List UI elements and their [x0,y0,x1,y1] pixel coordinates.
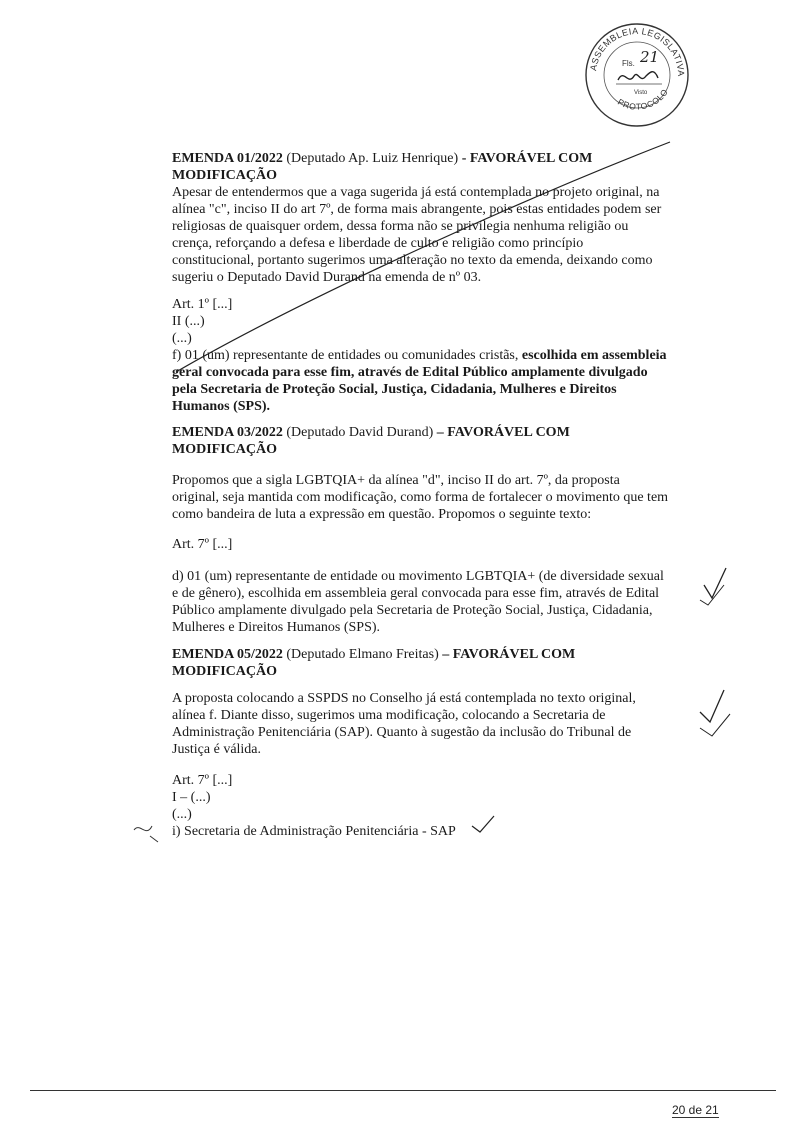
proposal-line: (...) [172,331,192,346]
svg-text:ASSEMBLEIA LEGISLATIVA DO CEAR: ASSEMBLEIA LEGISLATIVA [588,25,687,77]
body-line: A proposta colocando a SSPDS no Conselho já está contemplada no texto original, [172,691,636,706]
amendment-01 [172,150,678,286]
amendment-01-heading [172,150,678,184]
amendment-verdict-cont: MODIFICAÇÃO [172,664,277,679]
body-line: alínea "c", inciso II do art 7º, de forma mais abrangente, pois estas entidades podem ser [172,202,662,217]
amendment-03-proposal-item [172,568,678,636]
check-mark-icon [700,690,724,722]
body-line: constitucional, portanto sugerimos uma alteração no texto da emenda, deixando como [172,253,653,268]
proposal-item-line [172,347,678,364]
proposal-line: I – (...) [172,790,211,805]
body-line: como bandeira de luta a expressão em questão. Propomos o seguinte texto: [172,507,592,522]
proposal-item-line: Público amplamente divulgado pela Secretaria de Proteção Social, Justiça, Cidadania, [172,603,653,618]
protocol-stamp [582,20,692,130]
amendment-author: (Deputado Elmano Freitas) [286,647,439,662]
amendment-01-body [172,184,678,286]
body-line: original, seja mantida com modificação, como forma de fortalecer o movimento que tem [172,490,669,505]
amendment-verdict-cont: MODIFICAÇÃO [172,168,277,183]
proposal-item-bold: pela Secretaria de Proteção Social, Justiça, Cidadania, Mulheres e Direitos [172,382,617,397]
body-line: crença, reforçando a defesa e liberdade de culto e religião como princípio [172,236,584,251]
proposal-item-text: f) 01 (um) representante de entidades ou comunidades cristãs, [172,348,522,363]
proposal-item-bold: geral convocada para esse fim, através de Edital Público amplamente divulgado [172,365,648,380]
proposal-item-bold: Humanos (SPS). [172,399,271,414]
proposal-line: Art. 7º [...] [172,537,233,552]
amendment-author: (Deputado Ap. Luiz Henrique) [286,151,459,166]
body-line: Justiça é válida. [172,742,262,757]
body-line: sugeriu o Deputado David Durand na emenda de nº 03. [172,270,482,285]
amendment-author: (Deputado David Durand) [286,425,434,440]
body-line: religiosas de quaisquer ordem, dessa forma não se privilegia nenhuma religião ou [172,219,629,234]
footer-rule [30,1090,776,1091]
check-mark-icon [700,714,730,736]
proposal-line: i) Secretaria de Administração Penitenciária - SAP [172,824,456,839]
stamp-folha-label: Fls. [622,59,635,68]
amendment-03-heading [172,424,678,458]
amendment-05 [172,646,678,680]
svg-text:PROTOCOLO: PROTOCOLO [616,86,671,112]
body-line: Apesar de entendermos que a vaga sugerida já está contemplada no projeto original, na [172,185,660,200]
proposal-line: II (...) [172,314,205,329]
amendment-01-proposal [172,296,678,415]
proposal-line: Art. 1º [...] [172,297,233,312]
amendment-code: EMENDA 01/2022 [172,151,283,166]
proposal-line: Art. 7º [...] [172,773,233,788]
check-mark-icon [700,585,724,605]
amendment-verdict-cont: MODIFICAÇÃO [172,442,277,457]
amendment-05-body [172,690,678,758]
amendment-05-heading [172,646,678,680]
body-line: alínea f. Diante disso, sugerimos uma modificação, colocando a Secretaria de [172,708,606,723]
amendment-03 [172,424,678,458]
proposal-item-line: d) 01 (um) representante de entidade ou movimento LGBTQIA+ (de diversidade sexual [172,569,664,584]
proposal-item-bold: escolhida em assembleia [521,348,667,363]
amendment-verdict: - FAVORÁVEL COM [461,151,593,166]
body-line: Administração Penitenciária (SAP). Quanto à sugestão da inclusão do Tribunal de [172,725,632,740]
amendment-code: EMENDA 05/2022 [172,647,283,662]
stamp-folha-number: 21 [640,48,660,66]
proposal-item-line: e de gênero), escolhida em assembleia geral convocada para esse fim, através de Edital [172,586,660,601]
amendment-05-proposal [172,772,678,840]
amendment-03-body [172,472,678,523]
amendment-03-proposal [172,536,678,553]
stamp-seal-icon [582,20,692,130]
check-mark-icon [704,568,726,598]
proposal-line: (...) [172,807,192,822]
page-number: 20 de 21 [672,1103,719,1117]
body-line: Propomos que a sigla LGBTQIA+ da alínea "d", inciso II do art. 7º, da proposta [172,473,620,488]
amendment-verdict: – FAVORÁVEL COM [436,425,570,440]
amendment-code: EMENDA 03/2022 [172,425,283,440]
stamp-sub-label: Visto [634,90,648,96]
proposal-item-line: Mulheres e Direitos Humanos (SPS). [172,620,381,635]
amendment-verdict: – FAVORÁVEL COM [442,647,576,662]
margin-scribble-icon [134,826,158,842]
